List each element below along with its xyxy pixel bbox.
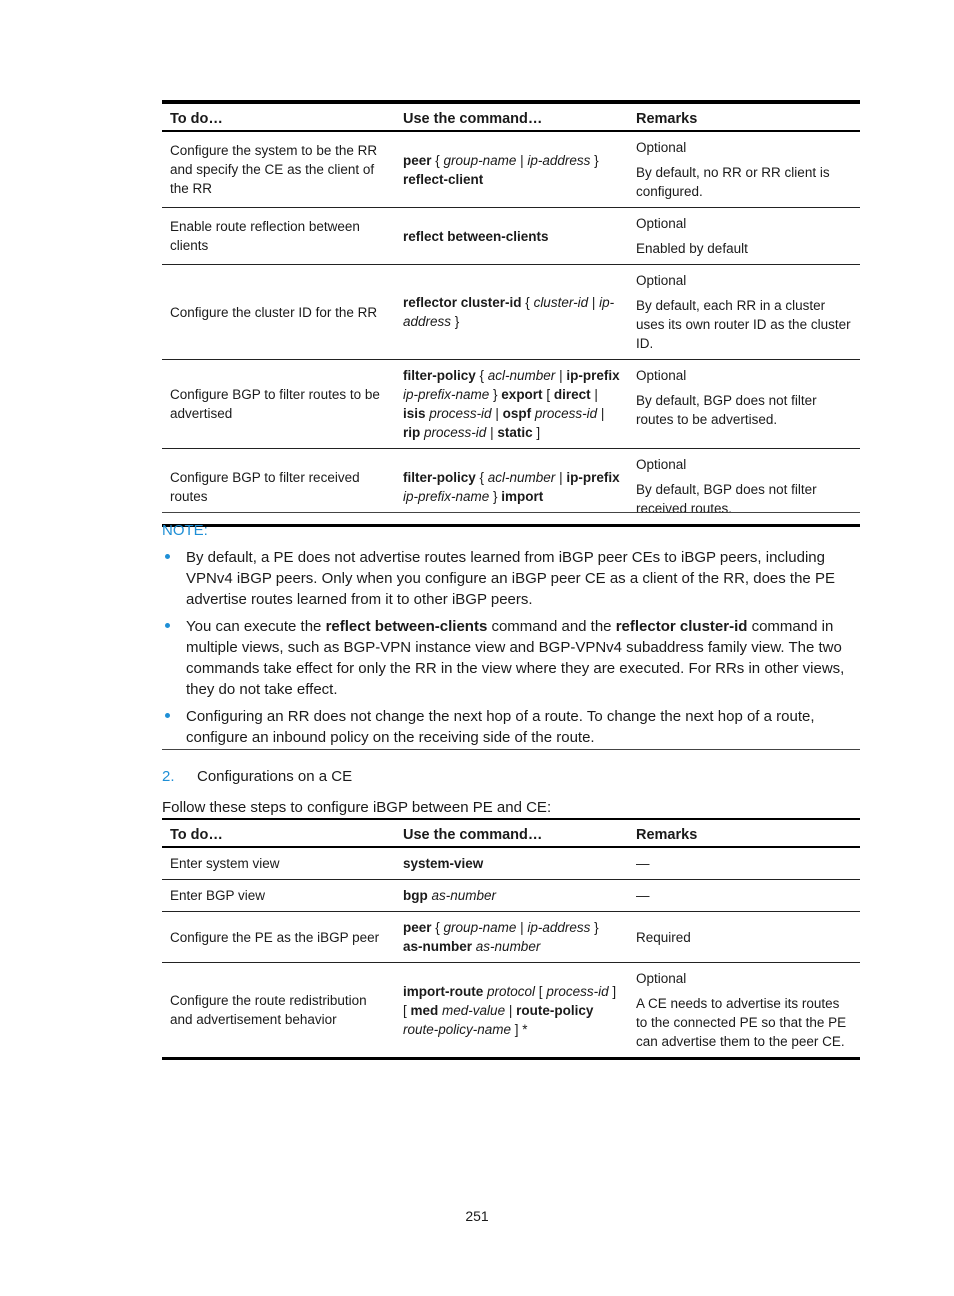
remark-line: Enabled by default xyxy=(636,241,748,256)
command-cell xyxy=(395,131,628,208)
todo-cell: Enable route reflection between clients xyxy=(162,208,395,265)
column-header-todo: To do… xyxy=(162,819,395,847)
table-body xyxy=(162,131,860,526)
command-argument: ip-address xyxy=(403,295,615,329)
command-keyword: direct xyxy=(553,387,591,402)
remark-line: Optional xyxy=(636,971,687,986)
command-argument: process-id xyxy=(534,406,598,421)
command-keyword: system-view xyxy=(403,856,484,871)
text-run: | xyxy=(516,152,528,168)
page-number: 251 xyxy=(465,1208,489,1224)
command-argument: process-id xyxy=(424,425,487,440)
column-header-command: Use the command… xyxy=(395,819,628,847)
table-row xyxy=(162,880,860,912)
remark-line: — xyxy=(636,856,650,871)
text-run: | xyxy=(590,387,598,402)
command-argument: process-id xyxy=(429,406,492,421)
table-row xyxy=(162,208,860,265)
remarks-cell xyxy=(628,880,860,912)
text-run: { xyxy=(475,469,488,485)
bullet-icon xyxy=(165,554,170,559)
table-header-row xyxy=(162,819,860,847)
column-header-remarks: Remarks xyxy=(628,819,860,847)
bullet-icon xyxy=(165,623,170,628)
command-argument: ip-address xyxy=(527,152,591,168)
note-box xyxy=(162,512,860,750)
command-argument: acl-number xyxy=(487,368,556,383)
remarks-cell xyxy=(628,847,860,880)
text-run: | xyxy=(588,295,600,310)
ce-command-table xyxy=(162,818,860,1060)
todo-cell: Configure the cluster ID for the RR xyxy=(162,265,395,360)
text-run: Configuring an RR does not change the next hop of a route. To change the next hop of a route, configure an inbound policy on the receiving side of the route. xyxy=(186,708,815,746)
command-keyword: isis xyxy=(403,406,426,421)
command-cell xyxy=(395,963,628,1059)
step-number: 2. xyxy=(162,768,175,785)
step-title: Configurations on a CE xyxy=(197,768,353,785)
command-argument: cluster-id xyxy=(533,295,589,310)
command-keyword: as-number xyxy=(403,939,473,954)
command-argument: group-name xyxy=(443,152,517,168)
bullet-icon xyxy=(165,713,170,718)
command-argument: ip-address xyxy=(527,920,591,935)
note-item xyxy=(162,706,860,748)
table-row xyxy=(162,131,860,208)
command-argument: group-name xyxy=(443,920,517,935)
table-row xyxy=(162,847,860,880)
text-run: | xyxy=(597,406,605,421)
remarks-cell xyxy=(628,912,860,963)
command-keyword: export xyxy=(501,387,543,402)
command-keyword: filter-policy xyxy=(403,469,476,485)
column-header-remarks: Remarks xyxy=(628,102,860,131)
remarks-cell xyxy=(628,208,860,265)
command-keyword: ip-prefix xyxy=(566,469,620,485)
command-keyword: ospf xyxy=(502,406,532,421)
text-run: | xyxy=(555,368,567,383)
remarks-cell xyxy=(628,131,860,208)
remark-line: Optional xyxy=(636,368,687,383)
todo-cell: Configure the route redistribution and advertisement behavior xyxy=(162,963,395,1059)
text-run: command in multiple views, such as BGP-VPN instance view and BGP-VPNv4 subaddress family view. The two commands take effect for only the RR in the view where they are executed. For RRs in other views, they do not take effect. xyxy=(186,618,845,698)
command-argument: as-number xyxy=(475,939,541,954)
command-keyword: reflect between-clients xyxy=(325,618,488,635)
command-cell xyxy=(395,880,628,912)
text-run: command and the xyxy=(487,618,616,635)
text-run: You can execute the xyxy=(186,618,326,635)
table-row xyxy=(162,265,860,360)
text-run: [ xyxy=(542,387,554,402)
text-run: | xyxy=(516,920,528,935)
command-keyword: filter-policy xyxy=(403,368,476,383)
note-list xyxy=(162,547,860,749)
text-run: | xyxy=(555,469,567,485)
bgp-rr-command-table xyxy=(162,100,860,527)
remark-line: Optional xyxy=(636,216,687,231)
command-keyword: reflector cluster-id xyxy=(403,295,522,310)
command-argument: process-id xyxy=(546,983,609,999)
command-keyword: static xyxy=(497,425,533,440)
table-row xyxy=(162,963,860,1059)
remarks-cell xyxy=(628,963,860,1059)
todo-cell: Configure BGP to filter received routes xyxy=(162,449,395,526)
command-keyword: peer xyxy=(403,152,432,168)
remark-line: By default, BGP does not filter routes to be advertised. xyxy=(636,393,817,427)
command-argument: acl-number xyxy=(487,469,556,485)
remark-line: Optional xyxy=(636,457,687,472)
text-run: } xyxy=(590,152,599,168)
table-body xyxy=(162,847,860,1059)
command-keyword: peer xyxy=(403,920,432,935)
command-cell xyxy=(395,847,628,880)
text-run: } xyxy=(451,314,460,329)
column-header-todo: To do… xyxy=(162,102,395,131)
command-keyword: med xyxy=(410,1002,439,1018)
text-run: ] xyxy=(532,425,541,440)
command-keyword: bgp xyxy=(403,888,428,903)
todo-cell: Configure the system to be the RR and specify the CE as the client of the RR xyxy=(162,131,395,208)
command-keyword: reflect between-clients xyxy=(403,228,549,244)
text-run: By default, a PE does not advertise routes learned from iBGP peer CEs to iBGP peers, including VPNv4 iBGP peers. Only when you configure an iBGP peer CE as a client of the RR, does the PE advertise routes learned from it to other iBGP peers. xyxy=(186,549,835,608)
text-run: { xyxy=(431,920,444,935)
note-item xyxy=(162,616,860,700)
remark-line: Optional xyxy=(636,273,687,288)
todo-cell: Configure BGP to filter routes to be advertised xyxy=(162,360,395,449)
remark-line: Required xyxy=(636,929,691,945)
step-heading xyxy=(162,766,352,787)
table-header-row xyxy=(162,102,860,131)
remark-line: — xyxy=(636,888,650,903)
command-keyword: ip-prefix xyxy=(566,368,620,383)
text-run: ] * xyxy=(511,1021,528,1037)
text-run: | xyxy=(486,425,498,440)
text-run: { xyxy=(431,152,444,168)
command-cell xyxy=(395,360,628,449)
command-argument: as-number xyxy=(431,888,497,903)
command-keyword: reflector cluster-id xyxy=(615,618,748,635)
command-keyword: reflect-client xyxy=(403,171,484,187)
command-keyword: rip xyxy=(403,425,421,440)
table-row xyxy=(162,360,860,449)
command-cell xyxy=(395,912,628,963)
remark-line: By default, each RR in a cluster uses its own router ID as the cluster ID. xyxy=(636,298,851,351)
remark-line: By default, no RR or RR client is configured. xyxy=(636,165,830,199)
text-run: | xyxy=(491,406,503,421)
text-run: { xyxy=(475,368,488,383)
table-row xyxy=(162,912,860,963)
text-run: ] [ xyxy=(403,983,617,1018)
text-run: { xyxy=(521,295,534,310)
remarks-cell xyxy=(628,360,860,449)
text-run: [ xyxy=(535,983,547,999)
command-argument: med-value xyxy=(442,1002,506,1018)
text-run: | xyxy=(505,1002,517,1018)
column-header-command: Use the command… xyxy=(395,102,628,131)
command-keyword: import xyxy=(501,488,544,504)
text-run: } xyxy=(489,488,502,504)
intro-paragraph: Follow these steps to configure iBGP between PE and CE: xyxy=(162,799,552,816)
note-title: NOTE: xyxy=(162,522,208,539)
command-cell xyxy=(395,208,628,265)
remarks-cell xyxy=(628,265,860,360)
todo-cell: Enter BGP view xyxy=(162,880,395,912)
note-item xyxy=(162,547,860,610)
command-argument: ip-prefix-name xyxy=(403,387,490,402)
todo-cell: Configure the PE as the iBGP peer xyxy=(162,912,395,963)
text-run: } xyxy=(590,920,599,935)
remark-line: Optional xyxy=(636,140,687,155)
todo-cell: Enter system view xyxy=(162,847,395,880)
remark-line: By default, BGP does not filter received routes. xyxy=(636,482,817,516)
command-keyword: import-route xyxy=(403,983,484,999)
command-cell xyxy=(395,265,628,360)
command-argument: protocol xyxy=(487,983,536,999)
command-argument: ip-prefix-name xyxy=(403,488,490,504)
text-run: } xyxy=(489,387,502,402)
command-keyword: route-policy xyxy=(516,1002,594,1018)
command-argument: route-policy-name xyxy=(403,1021,512,1037)
remark-line: A CE needs to advertise its routes to the connected PE so that the PE can advertise them to the peer CE. xyxy=(636,996,847,1049)
